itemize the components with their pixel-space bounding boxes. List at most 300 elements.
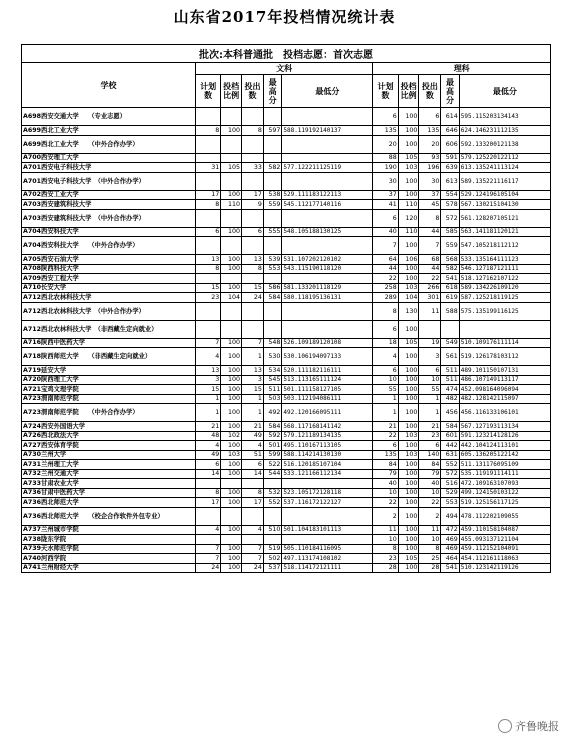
li-max-cell: 578: [441, 200, 459, 210]
li-out-cell: 1: [419, 404, 441, 422]
li-plan-cell: 41: [373, 200, 398, 210]
li-max-cell: 552: [441, 460, 459, 470]
admission-table: [21, 44, 551, 573]
wen-plan-cell: [195, 172, 220, 190]
li-min-cell: 519.125156117125: [459, 498, 550, 508]
wen-plan-cell: 4: [195, 441, 220, 451]
school-cell: A739天水师范学院: [22, 544, 196, 554]
li-out-cell: 266: [419, 283, 441, 293]
li-plan-cell: 23: [373, 554, 398, 564]
wen-out-cell: 51: [242, 450, 264, 460]
wen-out-cell: 15: [242, 385, 264, 395]
li-ratio-cell: 100: [398, 535, 419, 545]
li-max-cell: 474: [441, 385, 459, 395]
wen-max-cell: 559: [263, 200, 281, 210]
li-min-cell: 442.104124113101: [459, 441, 550, 451]
li-out-cell: 55: [419, 385, 441, 395]
li-max-cell: 582: [441, 264, 459, 274]
wen-ratio-cell: 100: [221, 441, 242, 451]
li-max-cell: 568: [441, 255, 459, 265]
li-ratio-cell: 100: [398, 441, 419, 451]
li-plan-cell: 1: [373, 404, 398, 422]
li-max-cell: 588: [441, 302, 459, 320]
li-plan-cell: 40: [373, 227, 398, 237]
table-row: [22, 126, 551, 136]
wen-ratio-cell: [221, 302, 242, 320]
watermark-text: 齐鲁晚报: [515, 720, 559, 733]
wen-plan-cell: 31: [195, 163, 220, 173]
li-out-cell: 10: [419, 535, 441, 545]
wen-min-cell: [282, 209, 373, 227]
table-row: [22, 460, 551, 470]
wen-plan-cell: 7: [195, 544, 220, 554]
wen-max-cell: 503: [263, 394, 281, 404]
li-out-cell: [419, 320, 441, 338]
li-max-cell: [441, 320, 459, 338]
li-out-header: 投出数: [419, 75, 441, 108]
li-min-cell: 459.112152104091: [459, 544, 550, 554]
table-row: [22, 479, 551, 489]
li-out-cell: 3: [419, 348, 441, 366]
wen-plan-cell: 21: [195, 422, 220, 432]
wen-ratio-cell: 100: [221, 283, 242, 293]
wen-plan-cell: 48: [195, 431, 220, 441]
wen-ratio-cell: 100: [221, 544, 242, 554]
wen-min-cell: 537.116172122127: [282, 498, 373, 508]
li-plan-cell: 6: [373, 320, 398, 338]
table-row: [22, 563, 551, 573]
wen-max-cell: 530: [263, 348, 281, 366]
wen-out-cell: [242, 209, 264, 227]
wen-min-cell: 531.107202120102: [282, 255, 373, 265]
li-min-cell: 511.131176095109: [459, 460, 550, 470]
li-max-cell: 516: [441, 479, 459, 489]
wen-out-cell: 8: [242, 264, 264, 274]
school-cell: A701西安电子科技大学 （中外合作办学）: [22, 172, 196, 190]
li-plan-cell: 1: [373, 394, 398, 404]
wen-max-cell: 502: [263, 554, 281, 564]
wen-ratio-cell: [221, 172, 242, 190]
wen-plan-cell: 7: [195, 554, 220, 564]
wen-plan-cell: [195, 153, 220, 163]
wen-out-cell: 13: [242, 255, 264, 265]
li-out-cell: 196: [419, 163, 441, 173]
table-row: [22, 525, 551, 535]
wen-min-cell: 505.110184116095: [282, 544, 373, 554]
li-ratio-cell: 110: [398, 200, 419, 210]
li-out-cell: 8: [419, 544, 441, 554]
li-min-cell: 613.135241113124: [459, 163, 550, 173]
li-plan-cell: 6: [373, 441, 398, 451]
li-ratio-cell: 100: [398, 320, 419, 338]
wen-min-cell: [282, 172, 373, 190]
wen-ratio-cell: 100: [221, 488, 242, 498]
li-plan-cell: 8: [373, 302, 398, 320]
li-max-cell: 646: [441, 126, 459, 136]
li-plan-cell: 20: [373, 135, 398, 153]
wen-ratio-cell: 100: [221, 264, 242, 274]
li-min-cell: 452.098164096094: [459, 385, 550, 395]
wen-plan-cell: 8: [195, 488, 220, 498]
like-header: 理科: [373, 63, 551, 75]
wenke-header: 文科: [195, 63, 372, 75]
li-ratio-cell: 106: [398, 255, 419, 265]
li-max-cell: 472: [441, 525, 459, 535]
wen-ratio-cell: 100: [221, 394, 242, 404]
li-plan-cell: 135: [373, 126, 398, 136]
li-out-cell: 10: [419, 375, 441, 385]
school-cell: A703西安建筑科技大学: [22, 200, 196, 210]
li-max-cell: 601: [441, 431, 459, 441]
wen-out-cell: 24: [242, 293, 264, 303]
li-out-cell: 7: [419, 237, 441, 255]
school-cell: A736西北师范大学 （校企合作软件外包专业）: [22, 507, 196, 525]
wen-max-cell: 510: [263, 525, 281, 535]
school-cell: A710长安大学: [22, 283, 196, 293]
wen-max-cell: [263, 320, 281, 338]
li-out-cell: 25: [419, 554, 441, 564]
li-max-header: 最高分: [441, 75, 459, 108]
school-cell: A702西安工业大学: [22, 190, 196, 200]
table-row: [22, 507, 551, 525]
wen-ratio-cell: 100: [221, 375, 242, 385]
wen-min-cell: [282, 302, 373, 320]
wen-out-cell: [242, 108, 264, 126]
wen-out-cell: 6: [242, 460, 264, 470]
li-max-cell: 482: [441, 394, 459, 404]
wen-plan-cell: [195, 274, 220, 284]
li-ratio-cell: 103: [398, 283, 419, 293]
table-row: [22, 209, 551, 227]
wen-min-cell: 533.121166112134: [282, 469, 373, 479]
li-plan-header: 计划数: [373, 75, 398, 108]
wen-plan-cell: 49: [195, 450, 220, 460]
wen-plan-cell: [195, 535, 220, 545]
wen-out-cell: [242, 237, 264, 255]
li-plan-cell: 2: [373, 507, 398, 525]
wen-out-cell: 6: [242, 227, 264, 237]
wen-max-cell: 532: [263, 488, 281, 498]
li-max-cell: 549: [441, 338, 459, 348]
li-max-cell: 464: [441, 554, 459, 564]
wen-ratio-cell: 102: [221, 431, 242, 441]
wen-max-cell: [263, 507, 281, 525]
table-row: [22, 431, 551, 441]
wen-min-cell: 503.112194086111: [282, 394, 373, 404]
school-cell: A708陕西科技大学: [22, 264, 196, 274]
wen-ratio-cell: [221, 237, 242, 255]
wen-ratio-cell: 100: [221, 422, 242, 432]
wen-min-cell: [282, 153, 373, 163]
wen-out-cell: 17: [242, 190, 264, 200]
school-cell: A723渭南师范学院 （中外合作办学）: [22, 404, 196, 422]
wen-ratio-cell: 100: [221, 469, 242, 479]
wen-plan-cell: [195, 237, 220, 255]
wen-out-cell: 7: [242, 338, 264, 348]
wen-max-cell: [263, 274, 281, 284]
li-min-cell: 561.128207105121: [459, 209, 550, 227]
wen-max-header: 最高分: [263, 75, 281, 108]
table-row: [22, 237, 551, 255]
li-plan-cell: 22: [373, 498, 398, 508]
school-cell: A703西安建筑科技大学 （中外合作办学）: [22, 209, 196, 227]
wen-ratio-cell: 100: [221, 498, 242, 508]
li-min-cell: 499.124150103122: [459, 488, 550, 498]
table-row: [22, 153, 551, 163]
li-max-cell: 442: [441, 441, 459, 451]
li-max-cell: 511: [441, 375, 459, 385]
wen-max-cell: 511: [263, 385, 281, 395]
li-ratio-cell: 100: [398, 375, 419, 385]
wen-plan-cell: 1: [195, 394, 220, 404]
wen-max-cell: 597: [263, 126, 281, 136]
wen-plan-cell: [195, 507, 220, 525]
li-ratio-cell: 100: [398, 108, 419, 126]
school-cell: A737兰州城市学院: [22, 525, 196, 535]
wen-min-cell: [282, 479, 373, 489]
li-out-cell: 44: [419, 227, 441, 237]
li-ratio-cell: 100: [398, 126, 419, 136]
li-plan-cell: 135: [373, 450, 398, 460]
school-cell: A704西安科技大学: [22, 227, 196, 237]
wen-ratio-cell: [221, 108, 242, 126]
li-out-cell: 6: [419, 441, 441, 451]
li-min-cell: 546.127187121111: [459, 264, 550, 274]
li-ratio-cell: 100: [398, 190, 419, 200]
wen-max-cell: 537: [263, 563, 281, 573]
wen-out-cell: 3: [242, 375, 264, 385]
school-cell: A727西安体育学院: [22, 441, 196, 451]
li-plan-cell: 4: [373, 348, 398, 366]
li-min-cell: 486.107149113117: [459, 375, 550, 385]
li-max-cell: 469: [441, 535, 459, 545]
table-row: [22, 227, 551, 237]
school-cell: A724西安外国语大学: [22, 422, 196, 432]
wen-min-cell: 545.112177140116: [282, 200, 373, 210]
wen-max-cell: [263, 535, 281, 545]
school-cell: A719延安大学: [22, 366, 196, 376]
wen-ratio-cell: 100: [221, 404, 242, 422]
wen-out-cell: 24: [242, 563, 264, 573]
li-min-cell: 567.127193113134: [459, 422, 550, 432]
wen-out-cell: 9: [242, 200, 264, 210]
wen-min-cell: [282, 320, 373, 338]
li-max-cell: 554: [441, 190, 459, 200]
wen-out-header: 投出数: [242, 75, 264, 108]
li-min-cell: 567.130215104130: [459, 200, 550, 210]
weixin-icon: [498, 719, 512, 733]
school-cell: A736甘肃中医药大学: [22, 488, 196, 498]
school-cell: A718陕西师范大学 （非西藏生定向就业）: [22, 348, 196, 366]
wen-plan-cell: 13: [195, 366, 220, 376]
wen-ratio-cell: 105: [221, 163, 242, 173]
li-ratio-cell: 100: [398, 366, 419, 376]
table-row: [22, 302, 551, 320]
li-plan-cell: 79: [373, 469, 398, 479]
li-min-cell: 478.112202109055: [459, 507, 550, 525]
wen-max-cell: [263, 153, 281, 163]
wen-min-cell: 497.113174108102: [282, 554, 373, 564]
school-cell: A704西安科技大学 （中外合作办学）: [22, 237, 196, 255]
li-plan-cell: 28: [373, 563, 398, 573]
li-min-cell: 589.135221116117: [459, 172, 550, 190]
table-row: [22, 338, 551, 348]
wen-plan-cell: 6: [195, 227, 220, 237]
li-ratio-cell: 100: [398, 525, 419, 535]
wen-out-cell: 14: [242, 469, 264, 479]
li-ratio-cell: 100: [398, 460, 419, 470]
li-min-cell: 454.112161118063: [459, 554, 550, 564]
li-out-cell: 8: [419, 209, 441, 227]
li-ratio-cell: 100: [398, 404, 419, 422]
school-cell: A698西安交通大学 （专业志愿）: [22, 108, 196, 126]
li-ratio-cell: 100: [398, 422, 419, 432]
wen-ratio-cell: [221, 320, 242, 338]
wen-ratio-cell: 110: [221, 200, 242, 210]
li-plan-cell: 6: [373, 108, 398, 126]
li-plan-cell: 18: [373, 338, 398, 348]
wen-min-cell: 492.120166095111: [282, 404, 373, 422]
table-row: [22, 108, 551, 126]
li-out-cell: 135: [419, 126, 441, 136]
table-row: [22, 255, 551, 265]
table-row: [22, 469, 551, 479]
li-plan-cell: 10: [373, 488, 398, 498]
wen-min-cell: 588.114214130130: [282, 450, 373, 460]
wen-min-cell: 548.105188130125: [282, 227, 373, 237]
li-min-cell: 547.105218112112: [459, 237, 550, 255]
wen-out-cell: 4: [242, 441, 264, 451]
school-cell: A716陕西中医药大学: [22, 338, 196, 348]
li-min-cell: 459.110158104087: [459, 525, 550, 535]
li-min-cell: 589.134226109120: [459, 283, 550, 293]
wen-max-cell: 545: [263, 375, 281, 385]
table-row: [22, 498, 551, 508]
wen-ratio-cell: [221, 507, 242, 525]
wen-plan-cell: 3: [195, 375, 220, 385]
wen-plan-cell: [195, 320, 220, 338]
li-plan-cell: 84: [373, 460, 398, 470]
li-plan-cell: 30: [373, 172, 398, 190]
wen-plan-cell: [195, 108, 220, 126]
li-min-cell: 518.127162107122: [459, 274, 550, 284]
li-out-cell: 21: [419, 422, 441, 432]
li-ratio-cell: 100: [398, 469, 419, 479]
school-cell: A741兰州财经大学: [22, 563, 196, 573]
li-min-cell: 510.109176111114: [459, 338, 550, 348]
wen-plan-cell: 24: [195, 563, 220, 573]
li-out-cell: 6: [419, 366, 441, 376]
wen-max-cell: 592: [263, 431, 281, 441]
li-ratio-cell: 100: [398, 264, 419, 274]
wen-min-cell: 543.115190118120: [282, 264, 373, 274]
li-ratio-cell: 100: [398, 348, 419, 366]
wen-min-cell: [282, 507, 373, 525]
wen-max-cell: 555: [263, 227, 281, 237]
li-min-cell: 563.141181120121: [459, 227, 550, 237]
li-out-cell: 11: [419, 525, 441, 535]
wen-max-cell: [263, 172, 281, 190]
wen-min-cell: 501.111158127105: [282, 385, 373, 395]
wen-min-cell: 518.114172121111: [282, 563, 373, 573]
school-cell: A731兰州理工大学: [22, 460, 196, 470]
li-min-cell: 455.093137121104: [459, 535, 550, 545]
li-min-header: 最低分: [459, 75, 550, 108]
wen-ratio-cell: [221, 479, 242, 489]
school-cell: A705西安石油大学: [22, 255, 196, 265]
wen-max-cell: 519: [263, 544, 281, 554]
wen-ratio-cell: 100: [221, 366, 242, 376]
table-row: [22, 404, 551, 422]
wen-out-cell: 1: [242, 348, 264, 366]
table-row: [22, 375, 551, 385]
li-min-cell: 579.125220122112: [459, 153, 550, 163]
li-ratio-cell: 100: [398, 563, 419, 573]
wen-min-cell: 579.121189134135: [282, 431, 373, 441]
wen-ratio-cell: 100: [221, 338, 242, 348]
school-cell: A736西北师范大学: [22, 498, 196, 508]
table-row: [22, 394, 551, 404]
li-min-cell: 519.126178103112: [459, 348, 550, 366]
wen-out-cell: 7: [242, 554, 264, 564]
wen-max-cell: [263, 209, 281, 227]
wen-plan-cell: 14: [195, 469, 220, 479]
school-cell: A720陕西理工大学: [22, 375, 196, 385]
wen-min-cell: 580.118195136131: [282, 293, 373, 303]
school-cell: A699西北工业大学: [22, 126, 196, 136]
table-row: [22, 274, 551, 284]
li-max-cell: 618: [441, 283, 459, 293]
li-out-cell: 44: [419, 264, 441, 274]
wen-plan-cell: 15: [195, 385, 220, 395]
school-cell: A712西北农林科技大学 （中外合作办学）: [22, 302, 196, 320]
wen-out-cell: 7: [242, 544, 264, 554]
wen-out-cell: 49: [242, 431, 264, 441]
li-max-cell: 631: [441, 450, 459, 460]
wen-plan-cell: 1: [195, 404, 220, 422]
li-max-cell: 613: [441, 172, 459, 190]
school-header: 学校: [22, 63, 196, 108]
wen-max-cell: 586: [263, 283, 281, 293]
table-row: [22, 190, 551, 200]
li-max-cell: 561: [441, 348, 459, 366]
table-row: [22, 264, 551, 274]
wen-max-cell: 599: [263, 450, 281, 460]
li-min-cell: 595.115203134143: [459, 108, 550, 126]
li-out-cell: 28: [419, 563, 441, 573]
li-max-cell: 639: [441, 163, 459, 173]
wen-max-cell: 584: [263, 422, 281, 432]
li-plan-cell: 37: [373, 190, 398, 200]
li-out-cell: 19: [419, 338, 441, 348]
li-plan-cell: 11: [373, 525, 398, 535]
li-max-cell: 494: [441, 507, 459, 525]
wen-max-cell: 501: [263, 441, 281, 451]
batch-header: 批次:本科普通批 投档志愿：首次志愿: [22, 45, 551, 63]
li-max-cell: 553: [441, 498, 459, 508]
li-out-cell: 6: [419, 108, 441, 126]
li-max-cell: 541: [441, 274, 459, 284]
li-plan-cell: 7: [373, 237, 398, 255]
li-max-cell: 456: [441, 404, 459, 422]
li-ratio-cell: 103: [398, 431, 419, 441]
li-plan-cell: 289: [373, 293, 398, 303]
li-plan-cell: 258: [373, 283, 398, 293]
li-out-cell: 45: [419, 200, 441, 210]
wen-out-cell: 1: [242, 404, 264, 422]
wen-out-cell: 17: [242, 498, 264, 508]
li-ratio-cell: 100: [398, 544, 419, 554]
